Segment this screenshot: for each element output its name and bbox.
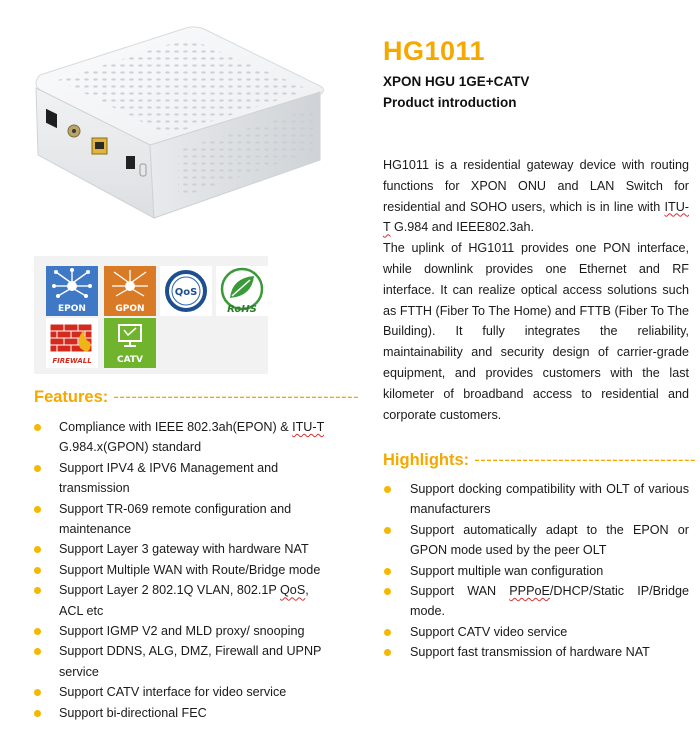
- svg-text:GPON: GPON: [115, 304, 145, 314]
- description-paragraph-1: HG1011 is a residential gateway device with routing functions for XPON ONU and LAN Switch for residential and SOHO users, which is in line with ITU-T G.984 and IEEE802.3ah.: [383, 158, 689, 235]
- rohs-icon: [216, 266, 268, 316]
- highlights-list: [383, 479, 689, 663]
- features-list: [34, 417, 334, 723]
- feature-icons-panel: [34, 256, 268, 374]
- svg-text:EPON: EPON: [58, 304, 86, 314]
- product-title: HG1011: [383, 36, 486, 66]
- feature-item: Support Layer 2 802.1Q VLAN, 802.1P QoS, ACL etc: [34, 580, 334, 621]
- epon-icon: [46, 266, 98, 316]
- feature-item: Support IGMP V2 and MLD proxy/ snooping: [34, 621, 334, 641]
- feature-item: Support CATV interface for video service: [34, 682, 334, 702]
- svg-text:RoHS: RoHS: [227, 304, 257, 315]
- svg-text:CATV: CATV: [117, 355, 143, 365]
- feature-item: Support Layer 3 gateway with hardware NAT: [34, 539, 334, 559]
- feature-item: Support DDNS, ALG, DMZ, Firewall and UPNP service: [34, 641, 334, 682]
- feature-item: Support TR-069 remote configuration and maintenance: [34, 499, 334, 540]
- description-paragraph-2: The uplink of HG1011 provides one PON interface, while downlink provides one Ethernet and RF interface. It can realize optical access solutions such as FTTH (Fiber To The Home) and FTTB (Fiber To The Building). It fully integrates the reliability, maintainability and security design of carrier-grade equipment, and provides customers with the last kilometer of broadband access to residential and corporate customers.: [383, 241, 689, 422]
- product-intro-heading: Product introduction: [383, 95, 517, 110]
- highlight-item: Support CATV video service: [383, 622, 689, 642]
- svg-text:QoS: QoS: [174, 287, 198, 298]
- highlight-item: Support fast transmission of hardware NAT: [383, 642, 689, 662]
- svg-text:FIREWALL: FIREWALL: [52, 357, 92, 365]
- highlight-item: Support automatically adapt to the EPON or GPON mode used by the peer OLT: [383, 520, 689, 561]
- feature-item: Support Multiple WAN with Route/Bridge mode: [34, 560, 334, 580]
- features-heading: Features: -----------------------------------------: [34, 388, 360, 406]
- gpon-icon: [104, 266, 156, 316]
- highlights-heading: Highlights: -------------------------------------: [383, 451, 697, 469]
- feature-item: Support bi-directional FEC: [34, 703, 334, 723]
- qos-icon: [160, 266, 212, 316]
- highlight-item: Support multiple wan configuration: [383, 561, 689, 581]
- firewall-icon: [46, 318, 98, 368]
- feature-item: Support IPV4 & IPV6 Management and transmission: [34, 458, 334, 499]
- product-description: [383, 155, 689, 425]
- highlight-item: Support docking compatibility with OLT of various manufacturers: [383, 479, 689, 520]
- feature-item: Compliance with IEEE 802.3ah(EPON) & ITU-T G.984.x(GPON) standard: [34, 417, 334, 458]
- highlight-item: Support WAN PPPoE/DHCP/Static IP/Bridge mode.: [383, 581, 689, 622]
- catv-icon: [104, 318, 156, 368]
- product-image: [28, 20, 348, 245]
- product-subtitle: XPON HGU 1GE+CATV: [383, 74, 530, 89]
